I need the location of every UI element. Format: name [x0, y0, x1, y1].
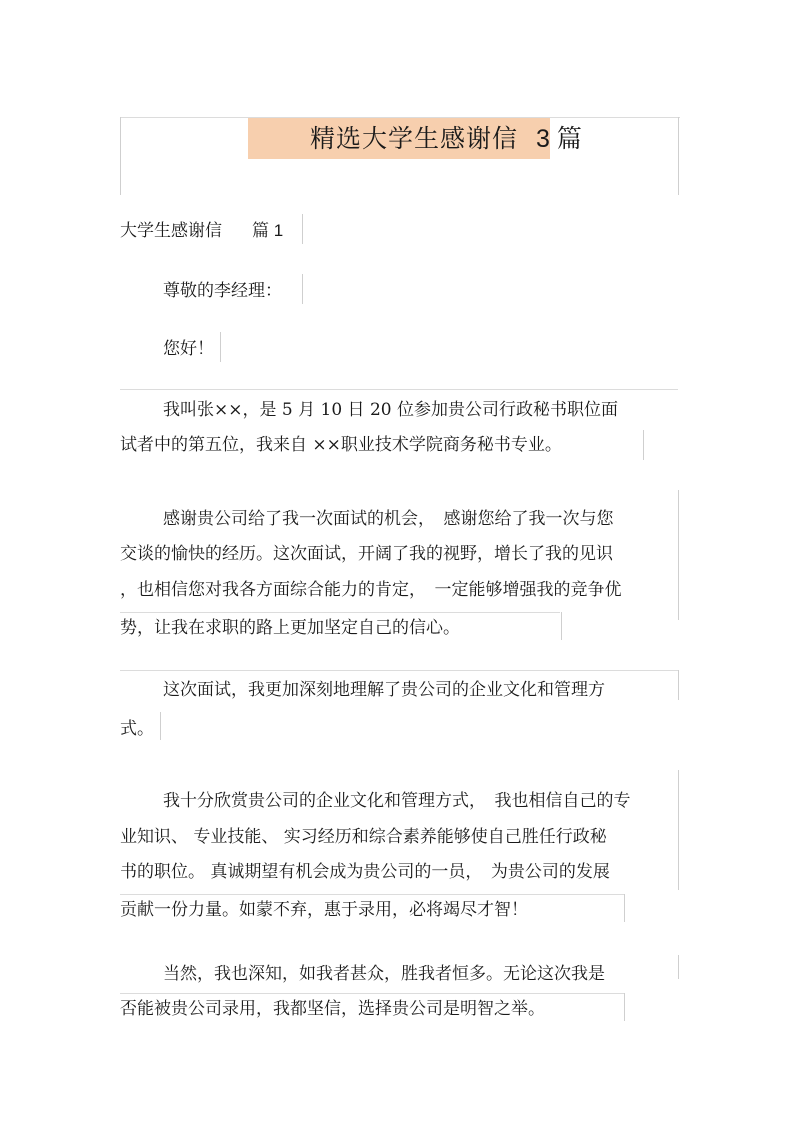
para4-line1: 我十分欣赏贵公司的企业文化和管理方式， 我也相信自己的专 — [163, 791, 631, 811]
section-heading — [120, 219, 283, 243]
para2-line2: 交谈的愉快的经历。这次面试，开阔了我的视野，增长了我的见识 — [120, 544, 613, 564]
para4-line4: 贡献一份力量。如蒙不弃，惠于录用，必将竭尽才智！ — [120, 900, 528, 920]
para3-rule — [120, 670, 678, 671]
para5-line2-rule — [624, 993, 625, 1021]
para5-rule — [120, 993, 625, 994]
para4-rule — [120, 894, 625, 895]
para3-right-rule — [678, 670, 679, 700]
para2-line1: 感谢贵公司给了我一次面试的机会， 感谢您给了我一次与您 — [163, 509, 614, 529]
title-frame-left — [120, 117, 121, 195]
para4-line2: 业知识、 专业技能、 实习经历和综合素养能够使自己胜任行政秘 — [120, 827, 607, 847]
para4-line3: 书的职位。 真诚期望有机会成为贵公司的一员， 为贵公司的发展 — [120, 862, 610, 882]
salutation-rule — [302, 274, 303, 304]
para2-line4-rule — [561, 612, 562, 640]
para3-line2-rule — [160, 712, 161, 740]
para1-line2: 试者中的第五位，我来自 ××职业技术学院商务秘书专业。 — [120, 435, 562, 455]
greeting-rule — [220, 332, 221, 362]
section-number: 篇 1 — [252, 221, 284, 240]
para3-line1: 这次面试，我更加深刻地理解了贵公司的企业文化和管理方 — [163, 680, 605, 700]
title-frame-right — [678, 117, 679, 195]
greeting: 您好！ — [163, 339, 214, 359]
para1-line2-rule — [643, 430, 644, 460]
section-heading-text: 大学生感谢信 — [120, 221, 222, 241]
title-count: 3 篇 — [536, 125, 582, 153]
salutation: 尊敬的李经理： — [163, 281, 282, 301]
para5-right-rule — [678, 955, 679, 979]
para1-rule — [120, 389, 678, 390]
para1-line1: 我叫张××，是 5 月 10 日 20 位参加贵公司行政秘书职位面 — [163, 400, 618, 420]
para2-line4: 势，让我在求职的路上更加坚定自己的信心。 — [120, 618, 460, 638]
para2-line3: ，也相信您对我各方面综合能力的肯定， 一定能够增强我的竞争优 — [120, 580, 622, 600]
para5-line2: 否能被贵公司录用，我都坚信，选择贵公司是明智之举。 — [120, 999, 545, 1019]
para3-line2: 式。 — [120, 719, 154, 739]
document-title — [310, 120, 582, 158]
para4-line4-rule — [624, 894, 625, 922]
heading-rule — [302, 214, 303, 244]
para2-right-rule — [678, 490, 679, 620]
para5-line1: 当然，我也深知，如我者甚众，胜我者恒多。无论这次我是 — [163, 964, 605, 984]
para2-rule — [120, 612, 560, 613]
para4-right-rule — [678, 770, 679, 890]
title-text: 精选大学生感谢信 — [310, 124, 519, 153]
